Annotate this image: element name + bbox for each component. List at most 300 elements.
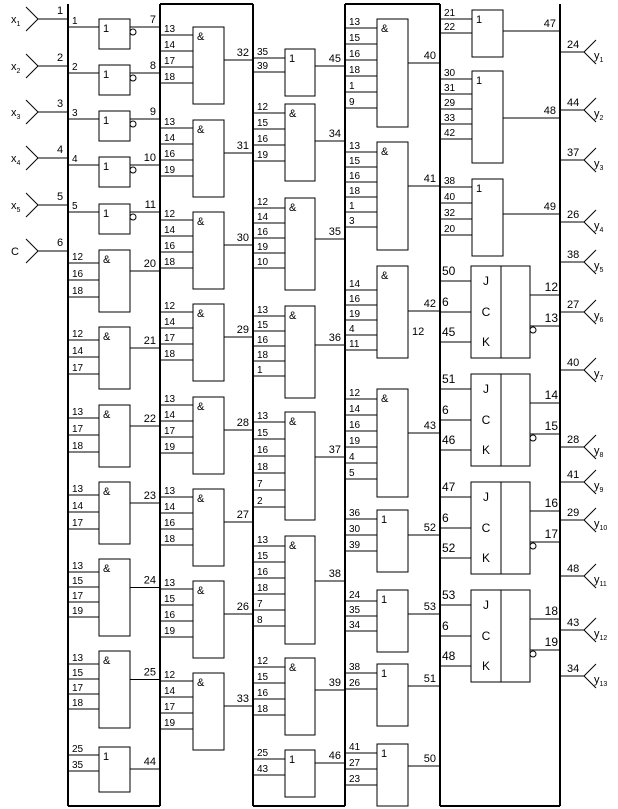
flipflop-pin-label: C [481,413,491,427]
flipflop-pin-label: C [481,629,491,643]
gate-col1-3 [68,106,160,141]
input-pin-number: 4 [349,452,355,463]
terminal-chevron [26,66,38,78]
input-label-sub: 1 [16,21,21,28]
input-pin-number: 13 [72,407,84,418]
output-pin-number: 10 [143,152,156,164]
output-label-sub: 13 [599,681,608,688]
input-pin-number: 12 [349,388,361,399]
flipflop-q-number: 18 [544,604,558,618]
input-pin-number: 8 [257,615,263,626]
input-pin-number: 41 [349,742,361,753]
output-wire-number: 27 [567,299,580,311]
input-pin-number: 14 [164,133,176,144]
output-pin-number: 7 [149,14,156,26]
output-wire-number: 43 [567,617,580,629]
gate-symbol: & [289,416,297,428]
input-label: $x_2$ [11,61,21,75]
input-pin-number: 17 [72,363,84,374]
input-pin-number: 16 [164,518,176,529]
input-pin-number: 18 [257,583,269,594]
jk-flipflop-4 [440,588,560,682]
gate-symbol: & [103,331,111,343]
output-pin-number: 26 [236,601,249,613]
output-label: $y_7$ [594,368,604,382]
output-terminal-3 [560,147,604,172]
inverter-bubble [530,543,536,549]
gate-symbol: & [197,401,205,413]
input-terminal-2 [11,52,68,78]
output-pin-number: 50 [423,753,436,765]
gate-col4-2 [345,141,440,250]
input-pin-number: 32 [444,208,456,219]
gate-col2-4 [160,301,253,381]
input-pin-number: 14 [164,317,176,328]
input-pin-number: 16 [349,294,361,305]
input-pin-number: 18 [72,698,84,709]
gate-col1-5 [68,199,160,234]
gate-col2-8 [160,670,253,750]
gate-symbol: & [289,202,297,214]
gate-col4-3 [345,266,440,358]
input-pin-number: 19 [72,606,84,617]
gate-col1-10 [68,559,160,636]
output-pin-number: 34 [328,128,341,140]
gate-body [377,19,408,127]
flipflop-input-number: 46 [442,433,456,447]
output-label: $y_{10}$ [594,518,608,532]
input-pin-number: 24 [349,590,361,601]
input-pin-number: 19 [164,165,176,176]
output-wire-number: 24 [567,39,580,51]
gate-col5_or-3 [440,176,560,256]
gate-col1-6 [68,250,160,312]
gate-col2-7 [160,578,253,658]
output-label-sub: 10 [599,525,608,532]
flipflop-input-number: 51 [442,372,456,386]
input-pin-number: 4 [349,324,355,335]
gate-col3-1 [253,47,345,96]
output-pin-number: 8 [149,60,156,72]
input-pin-number: 16 [257,567,269,578]
output-pin-number: 23 [143,490,156,502]
input-pin-number: 19 [257,150,269,161]
output-pin-number: 35 [328,226,341,238]
input-label: $x_5$ [11,200,21,214]
output-terminal-8 [560,434,604,459]
input-pin-number: 35 [72,760,84,771]
gate-symbol: 1 [381,594,388,606]
input-pin-number: 9 [349,97,355,108]
input-pin-number: 12 [257,197,269,208]
flipflop-pin-label: J [483,382,489,396]
gate-symbol: 1 [381,514,388,526]
input-pin-number: 12 [164,209,176,220]
output-wire-number: 48 [567,563,580,575]
gate-symbol: & [197,677,205,689]
output-pin-number: 47 [543,18,556,30]
input-pin-number: 17 [72,591,84,602]
input-pin-number: 5 [72,201,78,212]
input-pin-number: 19 [257,242,269,253]
output-label-sub: 7 [599,375,604,382]
input-pin-number: 12 [257,102,269,113]
input-pin-number: 14 [164,502,176,513]
output-label-sub: 6 [599,317,604,324]
output-label-sub: 11 [599,581,607,588]
input-pin-number: 14 [349,404,361,415]
output-terminal-13 [560,663,607,688]
gate-col4-6 [345,590,440,652]
input-pin-number: 17 [164,56,176,67]
output-label-sub: 4 [599,227,604,234]
input-pin-number: 22 [444,22,456,33]
flipflop-nq-number: 15 [544,419,558,433]
output-pin-number: 32 [236,47,249,59]
output-terminal-7 [560,357,604,382]
gate-symbol: & [197,216,205,228]
input-wire-number: 6 [57,237,64,249]
output-terminal-10 [560,507,607,532]
gate-col1-8 [68,405,160,467]
input-pin-number: 36 [349,508,361,519]
gate-symbol: & [197,124,205,136]
gate-col4-4 [345,388,440,497]
gate-symbol: 1 [289,754,296,766]
flipflop-nq-number: 19 [544,635,558,649]
flipflop-pin-label: K [481,551,491,565]
output-pin-number: 20 [143,258,156,270]
input-pin-number: 15 [349,156,361,167]
input-pin-number: 40 [444,192,456,203]
gate-col1-1 [68,14,160,49]
input-pin-number: 14 [72,346,84,357]
gate-symbol: 1 [103,115,110,127]
gate-symbol: & [289,540,297,552]
terminal-chevron [26,158,38,170]
input-pin-number: 13 [72,484,84,495]
output-wire-number: 37 [567,147,580,159]
gate-col2-2 [160,117,253,197]
gate-col3-8 [253,748,345,797]
inverter-bubble [530,327,536,333]
flipflop-pin-label: C [481,521,491,535]
gate-symbol: 1 [476,75,483,87]
input-pin-number: 13 [164,24,176,35]
output-pin-number: 41 [423,173,436,185]
input-wire-number: 5 [57,191,64,203]
input-label-sub: 2 [16,68,21,75]
input-pin-number: 17 [164,702,176,713]
input-pin-number: 19 [164,442,176,453]
output-pin-number: 46 [328,750,341,762]
input-pin-number: 15 [257,428,269,439]
input-pin-number: 14 [257,212,269,223]
output-label-sub: 8 [599,452,604,459]
input-pin-number: 33 [444,113,456,124]
output-pin-number: 43 [423,420,436,432]
input-wire-number: 2 [57,52,64,64]
output-label: $y_{11}$ [594,574,607,588]
gate-col2-3 [160,209,253,289]
input-pin-number: 13 [257,305,269,316]
input-pin-number: 19 [164,718,176,729]
input-pin-number: 35 [257,47,269,58]
output-label: $y_4$ [594,220,604,234]
gate-symbol: & [197,585,205,597]
output-wire-number: 34 [567,663,580,675]
gate-col3-3 [253,197,345,290]
input-pin-number: 14 [164,40,176,51]
input-pin-number: 12 [257,656,269,667]
input-pin-number: 19 [164,626,176,637]
flipflop-input-number: 6 [442,619,449,633]
gate-col5_or-1 [440,8,560,57]
gate-symbol: & [381,23,389,35]
input-pin-number: 23 [349,774,361,785]
gate-symbol: & [103,409,111,421]
gate-col2-5 [160,394,253,474]
input-pin-number: 13 [257,411,269,422]
input-pin-number: 15 [72,668,84,679]
inverter-bubble [530,651,536,657]
gate-body [377,389,408,497]
flipflop-pin-label: J [483,490,489,504]
gate-col4-1 [345,17,440,127]
input-label-sub: 4 [16,160,21,167]
terminal-chevron [26,112,38,124]
input-pin-number: 18 [164,534,176,545]
input-pin-number: 25 [72,744,84,755]
input-pin-number: 14 [164,686,176,697]
input-wire-number: 4 [57,144,64,156]
output-pin-number: 51 [423,673,436,685]
gate-col3-5 [253,411,345,520]
gate-body [285,536,315,644]
output-pin-number: 11 [144,199,156,211]
input-pin-number: 21 [444,8,456,19]
gate-symbol: & [197,31,205,43]
output-wire-number: 28 [567,434,580,446]
gate-col1-11 [68,651,160,728]
output-label: $y_2$ [594,108,604,122]
gate-symbol: 1 [381,748,388,760]
output-pin-number: 33 [236,693,249,705]
gate-col4-8 [345,742,440,806]
flipflop-output-section [501,482,530,574]
input-pin-number: 13 [257,535,269,546]
input-pin-number: 29 [444,98,456,109]
input-pin-number: 15 [72,576,84,587]
input-pin-number: 16 [257,335,269,346]
gate-col2-6 [160,486,253,566]
input-pin-number: 16 [257,688,269,699]
input-label: C [11,246,19,258]
input-pin-number: 16 [257,445,269,456]
output-pin-number: 45 [328,53,341,65]
output-label: $y_3$ [594,158,604,172]
input-pin-number: 13 [349,141,361,152]
gate-symbol: & [381,393,389,405]
gate-symbol: & [381,146,389,158]
output-label-sub: 5 [599,267,604,274]
output-label: $y_9$ [594,480,604,494]
output-label-sub: 1 [599,57,604,64]
input-pin-number: 17 [72,424,84,435]
input-pin-number: 14 [164,225,176,236]
gate-symbol: 1 [103,23,110,35]
output-pin-number: 38 [328,568,341,580]
jk-flipflop-1 [440,264,560,358]
gate-symbol: 1 [476,14,483,26]
input-pin-number: 35 [349,605,361,616]
gate-col1-12 [68,744,160,792]
gate-symbol: 1 [476,183,483,195]
input-wire-number: 1 [57,5,64,17]
input-pin-number: 39 [349,540,361,551]
input-wire-number: 3 [57,98,64,110]
input-pin-number: 3 [349,216,355,227]
gate-col1-9 [68,482,160,544]
terminal-chevron [26,54,38,66]
input-pin-number: 16 [257,227,269,238]
output-terminal-9 [560,469,604,494]
output-pin-number: 39 [328,677,341,689]
input-pin-number: 16 [349,171,361,182]
input-pin-number: 15 [164,594,176,605]
input-pin-number: 20 [444,224,456,235]
output-pin-number: 9 [149,106,156,118]
input-pin-number: 19 [349,436,361,447]
gate-symbol: 1 [103,208,110,220]
input-pin-number: 14 [349,279,361,290]
flipflop-nq-number: 13 [544,311,558,325]
input-pin-number: 12 [164,670,176,681]
terminal-chevron [26,205,38,217]
jk-flipflop-2 [440,372,560,466]
input-pin-number: 12 [164,301,176,312]
output-terminal-6 [560,299,604,324]
input-label-sub: 5 [16,207,21,214]
output-pin-number: 28 [236,417,249,429]
output-pin-number: 49 [543,201,556,213]
input-terminal-3 [11,98,68,124]
gate-col3-6 [253,535,345,644]
gate-col1-7 [68,327,160,389]
flipflop-input-number: 6 [442,295,449,309]
output-label: $y_{12}$ [594,628,608,642]
input-pin-number: 34 [349,620,361,631]
output-terminal-1 [560,39,604,64]
inverter-bubble [130,121,136,127]
flipflop-input-number: 50 [442,264,456,278]
input-pin-number: 16 [257,134,269,145]
output-pin-number: 22 [143,413,156,425]
input-label: $x_1$ [11,14,21,28]
flipflop-output-section [501,374,530,466]
input-pin-number: 18 [164,349,176,360]
gate-symbol: & [103,563,111,575]
input-pin-number: 1 [349,81,355,92]
input-pin-number: 18 [349,65,361,76]
input-terminal-4 [11,144,68,170]
gate-col2-1 [160,24,253,104]
gate-symbol: & [103,254,111,266]
gate-symbol: & [103,655,111,667]
input-pin-number: 18 [257,462,269,473]
input-pin-number: 17 [72,683,84,694]
input-pin-number: 16 [164,149,176,160]
terminal-chevron [26,19,38,31]
input-pin-number: 43 [257,764,269,775]
flipflop-pin-label: K [481,335,491,349]
input-pin-number: 18 [257,350,269,361]
inverter-bubble [130,29,136,35]
flipflop-input-number: 47 [442,480,456,494]
gate-extra-number: 12 [412,326,425,338]
input-pin-number: 16 [349,420,361,431]
input-pin-number: 15 [257,672,269,683]
input-pin-number: 16 [349,49,361,60]
input-pin-number: 2 [257,496,263,507]
input-pin-number: 7 [257,479,263,490]
inverter-bubble [130,167,136,173]
output-terminal-12 [560,617,607,642]
gate-symbol: & [103,486,111,498]
input-pin-number: 1 [349,201,355,212]
input-pin-number: 18 [349,186,361,197]
output-wire-number: 40 [567,357,580,369]
input-pin-number: 5 [349,468,355,479]
flipflop-pin-label: K [481,659,491,673]
input-pin-number: 17 [72,518,84,529]
input-pin-number: 13 [164,486,176,497]
gate-col3-2 [253,102,345,181]
input-terminal-1 [11,5,68,31]
gate-symbol: & [289,662,297,674]
flipflop-input-number: 6 [442,511,449,525]
output-terminal-11 [560,563,607,588]
terminal-chevron [26,251,38,263]
input-pin-number: 30 [349,524,361,535]
input-pin-number: 15 [257,551,269,562]
input-pin-number: 15 [257,118,269,129]
gate-body [377,142,408,250]
input-pin-number: 1 [257,365,263,376]
terminal-chevron [26,193,38,205]
gate-symbol: & [289,108,297,120]
output-pin-number: 30 [236,232,249,244]
output-label-sub: 3 [599,165,604,172]
input-pin-number: 31 [444,83,456,94]
input-pin-number: 27 [349,758,361,769]
output-pin-number: 37 [328,444,341,456]
input-pin-number: 1 [72,16,78,27]
input-pin-number: 18 [72,441,84,452]
output-pin-number: 27 [236,509,249,521]
output-wire-number: 26 [567,209,580,221]
input-label: $x_3$ [11,107,21,121]
gate-symbol: 1 [103,161,110,173]
input-pin-number: 15 [257,320,269,331]
input-pin-number: 18 [72,286,84,297]
output-label-sub: 2 [599,115,604,122]
output-pin-number: 42 [423,298,436,310]
gate-symbol: 1 [289,53,296,65]
gate-symbol: & [381,270,389,282]
input-pin-number: 7 [257,599,263,610]
flipflop-input-number: 45 [442,325,456,339]
